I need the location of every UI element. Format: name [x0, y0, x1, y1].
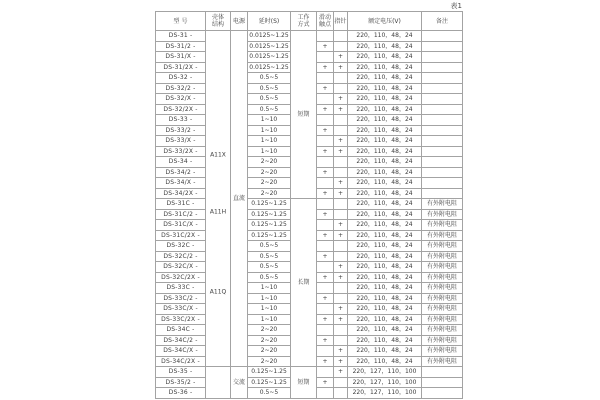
voltage-cell: 220，127，110，100	[348, 388, 422, 399]
remark-cell: 有外附电阻	[422, 220, 463, 231]
remark-cell: 有外附电阻	[422, 199, 463, 210]
voltage-cell: 220，110，48，24	[348, 136, 422, 147]
model-cell: DS-31C/2X -	[156, 230, 206, 241]
slide-contact-cell: +	[317, 377, 334, 388]
voltage-cell: 220，110，48，24	[348, 220, 422, 231]
voltage-cell: 220，110，48，24	[348, 83, 422, 94]
delay-cell: 2~20	[248, 178, 291, 189]
remark-cell	[422, 62, 463, 73]
power-cell: 交流	[231, 367, 248, 399]
slide-contact-cell	[317, 241, 334, 252]
slide-contact-cell	[317, 346, 334, 357]
voltage-cell: 220，110，48，24	[348, 178, 422, 189]
header-row	[156, 12, 463, 31]
col-header-delay: 延时(S)	[248, 12, 291, 31]
col-header-rated-voltage: 额定电压(V)	[348, 12, 422, 31]
model-cell: DS-34C/X -	[156, 346, 206, 357]
model-cell: DS-32C/2X -	[156, 272, 206, 283]
remark-cell	[422, 31, 463, 42]
pointer-cell: +	[334, 136, 348, 147]
remark-cell	[422, 52, 463, 63]
slide-contact-cell	[317, 367, 334, 378]
slide-contact-cell: +	[317, 104, 334, 115]
voltage-cell: 220，110，48，24	[348, 262, 422, 273]
pointer-cell: +	[334, 146, 348, 157]
slide-contact-cell	[317, 94, 334, 105]
delay-cell: 0.5~5	[248, 94, 291, 105]
model-cell: DS-32C/X -	[156, 262, 206, 273]
delay-cell: 0.5~5	[248, 83, 291, 94]
delay-cell: 0.5~5	[248, 272, 291, 283]
pointer-cell: +	[334, 314, 348, 325]
shell-type-label: A11H	[209, 208, 227, 216]
model-cell: DS-33/2X -	[156, 146, 206, 157]
remark-cell: 有外附电阻	[422, 356, 463, 367]
pointer-cell	[334, 325, 348, 336]
remark-cell: 有外附电阻	[422, 241, 463, 252]
model-cell: DS-33/2 -	[156, 125, 206, 136]
model-cell: DS-32 -	[156, 73, 206, 84]
voltage-cell: 220，110，48，24	[348, 31, 422, 42]
model-cell: DS-31/2X -	[156, 62, 206, 73]
remark-cell	[422, 167, 463, 178]
voltage-cell: 220，110，48，24	[348, 335, 422, 346]
remark-cell	[422, 146, 463, 157]
delay-cell: 0.125~1.25	[248, 377, 291, 388]
slide-contact-cell: +	[317, 251, 334, 262]
delay-cell: 1~10	[248, 314, 291, 325]
slide-contact-cell: +	[317, 83, 334, 94]
slide-contact-cell: +	[317, 188, 334, 199]
remark-cell: 有外附电阻	[422, 230, 463, 241]
pointer-cell: +	[334, 178, 348, 189]
model-cell: DS-33C/X -	[156, 304, 206, 315]
delay-cell: 0.5~5	[248, 104, 291, 115]
delay-cell: 2~20	[248, 167, 291, 178]
model-cell: DS-34/2 -	[156, 167, 206, 178]
model-cell: DS-31C/2 -	[156, 209, 206, 220]
slide-contact-cell	[317, 52, 334, 63]
pointer-cell: +	[334, 262, 348, 273]
voltage-cell: 220，110，48，24	[348, 241, 422, 252]
delay-cell: 0.0125~1.25	[249, 63, 289, 71]
shell-structure-cell	[206, 367, 231, 399]
pointer-cell	[334, 31, 348, 42]
model-cell: DS-34/2X -	[156, 188, 206, 199]
delay-cell: 1~10	[248, 146, 291, 157]
work-mode-cell: 短期	[291, 31, 317, 199]
slide-contact-cell: +	[317, 209, 334, 220]
delay-cell: 0.5~5	[248, 73, 291, 84]
delay-cell: 0.125~1.25	[248, 209, 291, 220]
delay-cell: 1~10	[248, 304, 291, 315]
voltage-cell: 220，110，48，24	[348, 325, 422, 336]
model-cell: DS-35/2 -	[156, 377, 206, 388]
pointer-cell: +	[334, 304, 348, 315]
col-header-model: 型 号	[156, 12, 206, 31]
remark-cell	[422, 377, 463, 388]
pointer-cell	[334, 73, 348, 84]
model-cell: DS-36 -	[156, 388, 206, 399]
voltage-cell: 220，110，48，24	[348, 125, 422, 136]
remark-cell: 有外附电阻	[422, 262, 463, 273]
model-cell: DS-34C/2X -	[156, 356, 206, 367]
remark-cell	[422, 73, 463, 84]
delay-cell: 0.5~5	[248, 251, 291, 262]
work-mode-cell: 长期	[291, 199, 317, 367]
delay-cell: 0.125~1.25	[248, 367, 291, 378]
voltage-cell: 220，110，48，24	[348, 199, 422, 210]
voltage-cell: 220，110，48，24	[348, 293, 422, 304]
model-cell: DS-31/2 -	[156, 41, 206, 52]
voltage-cell: 220，110，48，24	[348, 272, 422, 283]
remark-cell: 有外附电阻	[422, 209, 463, 220]
pointer-cell	[334, 199, 348, 210]
remark-cell	[422, 125, 463, 136]
col-header-shell-structure: 壳体 结构	[206, 12, 231, 31]
delay-cell: 0.0125~1.25	[249, 42, 289, 50]
slide-contact-cell: +	[317, 62, 334, 73]
col-header-work-mode: 工作 方式	[291, 12, 317, 31]
pointer-cell	[334, 125, 348, 136]
delay-cell: 0.125~1.25	[248, 199, 291, 210]
col-header-remark: 备注	[422, 12, 463, 31]
delay-cell: 2~20	[248, 346, 291, 357]
voltage-cell: 220，127，110，100	[348, 367, 422, 378]
pointer-cell	[334, 209, 348, 220]
pointer-cell: +	[334, 188, 348, 199]
remark-cell: 有外附电阻	[422, 304, 463, 315]
table-row	[156, 31, 463, 42]
remark-cell	[422, 367, 463, 378]
shell-structure-cell	[206, 31, 231, 367]
slide-contact-cell: +	[317, 356, 334, 367]
col-header-slide-contact: 滑动 触点	[317, 12, 334, 31]
model-cell: DS-33C/2X -	[156, 314, 206, 325]
delay-cell: 1~10	[248, 125, 291, 136]
table-row	[156, 199, 463, 210]
delay-cell: 0.5~5	[248, 241, 291, 252]
slide-contact-cell	[317, 262, 334, 273]
pointer-cell	[334, 335, 348, 346]
delay-cell: 1~10	[248, 136, 291, 147]
shell-type-label: A11Q	[209, 288, 227, 296]
slide-contact-cell: +	[317, 125, 334, 136]
slide-contact-cell	[317, 178, 334, 189]
pointer-cell	[334, 83, 348, 94]
remark-cell: 有外附电阻	[422, 283, 463, 294]
pointer-cell	[334, 167, 348, 178]
voltage-cell: 220，110，48，24	[348, 230, 422, 241]
slide-contact-cell: +	[317, 335, 334, 346]
slide-contact-cell: +	[317, 230, 334, 241]
table-header	[156, 12, 463, 31]
col-header-power: 电源	[231, 12, 248, 31]
delay-cell: 0.0125~1.25	[249, 32, 289, 40]
delay-cell: 2~20	[248, 188, 291, 199]
delay-cell: 1~10	[248, 293, 291, 304]
remark-cell: 有外附电阻	[422, 272, 463, 283]
pointer-cell: +	[334, 52, 348, 63]
delay-cell: 2~20	[248, 356, 291, 367]
pointer-cell	[334, 41, 348, 52]
pointer-cell	[334, 241, 348, 252]
slide-contact-cell	[317, 199, 334, 210]
voltage-cell: 220，110，48，24	[348, 188, 422, 199]
model-cell: DS-31C -	[156, 199, 206, 210]
slide-contact-cell	[317, 283, 334, 294]
voltage-cell: 220，110，48，24	[348, 346, 422, 357]
model-cell: DS-31 -	[156, 31, 206, 42]
delay-cell: 0.125~1.25	[248, 220, 291, 231]
remark-cell	[422, 83, 463, 94]
voltage-cell: 220，127，110，100	[348, 377, 422, 388]
delay-cell: 1~10	[248, 283, 291, 294]
voltage-cell: 220，110，48，24	[348, 41, 422, 52]
delay-cell: 0.5~5	[248, 262, 291, 273]
model-cell: DS-33 -	[156, 115, 206, 126]
delay-cell: 1~10	[248, 115, 291, 126]
work-mode-cell: 短期	[291, 367, 317, 399]
model-cell: DS-32/2 -	[156, 83, 206, 94]
table-number-label: 表1	[450, 2, 462, 10]
voltage-cell: 220，110，48，24	[348, 157, 422, 168]
pointer-cell: +	[334, 220, 348, 231]
voltage-cell: 220，110，48，24	[348, 62, 422, 73]
remark-cell	[422, 157, 463, 168]
voltage-cell: 220，110，48，24	[348, 146, 422, 157]
remark-cell: 有外附电阻	[422, 346, 463, 357]
pointer-cell: +	[334, 367, 348, 378]
slide-contact-cell	[317, 157, 334, 168]
pointer-cell	[334, 283, 348, 294]
model-cell: DS-33/X -	[156, 136, 206, 147]
pointer-cell: +	[334, 356, 348, 367]
remark-cell	[422, 388, 463, 399]
slide-contact-cell: +	[317, 146, 334, 157]
col-header-pointer: 指针	[334, 12, 348, 31]
pointer-cell: +	[334, 104, 348, 115]
slide-contact-cell	[317, 31, 334, 42]
remark-cell: 有外附电阻	[422, 251, 463, 262]
model-cell: DS-32/2X -	[156, 104, 206, 115]
remark-cell	[422, 94, 463, 105]
remark-cell	[422, 188, 463, 199]
voltage-cell: 220，110，48，24	[348, 73, 422, 84]
pointer-cell	[334, 115, 348, 126]
delay-cell: 2~20	[248, 157, 291, 168]
model-cell: DS-33C -	[156, 283, 206, 294]
pointer-cell	[334, 251, 348, 262]
slide-contact-cell	[317, 115, 334, 126]
pointer-cell: +	[334, 346, 348, 357]
voltage-cell: 220，110，48，24	[348, 209, 422, 220]
remark-cell	[422, 41, 463, 52]
remark-cell	[422, 115, 463, 126]
model-cell: DS-32C -	[156, 241, 206, 252]
voltage-cell: 220，110，48，24	[348, 52, 422, 63]
delay-cell: 2~20	[248, 325, 291, 336]
slide-contact-cell	[317, 304, 334, 315]
voltage-cell: 220，110，48，24	[348, 104, 422, 115]
model-cell: DS-34 -	[156, 157, 206, 168]
voltage-cell: 220，110，48，24	[348, 94, 422, 105]
model-cell: DS-32/X -	[156, 94, 206, 105]
remark-cell: 有外附电阻	[422, 293, 463, 304]
power-cell: 直流	[231, 31, 248, 367]
voltage-cell: 220，110，48，24	[348, 314, 422, 325]
slide-contact-cell: +	[317, 272, 334, 283]
model-cell: DS-35 -	[156, 367, 206, 378]
slide-contact-cell: +	[317, 314, 334, 325]
voltage-cell: 220，110，48，24	[348, 115, 422, 126]
model-cell: DS-32C/2 -	[156, 251, 206, 262]
pointer-cell	[334, 388, 348, 399]
model-cell: DS-33C/2 -	[156, 293, 206, 304]
voltage-cell: 220，110，48，24	[348, 167, 422, 178]
remark-cell: 有外附电阻	[422, 335, 463, 346]
model-cell: DS-31/X -	[156, 52, 206, 63]
delay-cell: 0.5~5	[248, 388, 291, 399]
slide-contact-cell	[317, 73, 334, 84]
model-cell: DS-34C -	[156, 325, 206, 336]
remark-cell	[422, 178, 463, 189]
delay-cell: 0.125~1.25	[248, 230, 291, 241]
slide-contact-cell	[317, 220, 334, 231]
pointer-cell	[334, 377, 348, 388]
slide-contact-cell	[317, 388, 334, 399]
slide-contact-cell	[317, 325, 334, 336]
voltage-cell: 220，110，48，24	[348, 304, 422, 315]
table-row	[156, 367, 463, 378]
model-cell: DS-34C/2 -	[156, 335, 206, 346]
pointer-cell	[334, 157, 348, 168]
remark-cell	[422, 104, 463, 115]
shell-type-label: A11X	[210, 151, 226, 159]
slide-contact-cell: +	[317, 41, 334, 52]
slide-contact-cell: +	[317, 167, 334, 178]
slide-contact-cell	[317, 136, 334, 147]
voltage-cell: 220，110，48，24	[348, 283, 422, 294]
model-cell: DS-31C/X -	[156, 220, 206, 231]
pointer-cell: +	[334, 94, 348, 105]
voltage-cell: 220，110，48，24	[348, 251, 422, 262]
slide-contact-cell: +	[317, 293, 334, 304]
model-cell: DS-34/X -	[156, 178, 206, 189]
remark-cell: 有外附电阻	[422, 325, 463, 336]
remark-cell	[422, 136, 463, 147]
pointer-cell	[334, 293, 348, 304]
delay-cell: 2~20	[248, 335, 291, 346]
voltage-cell: 220，110，48，24	[348, 356, 422, 367]
pointer-cell: +	[334, 230, 348, 241]
table-body	[156, 31, 463, 399]
pointer-cell: +	[334, 62, 348, 73]
pointer-cell: +	[334, 272, 348, 283]
delay-cell: 0.0125~1.25	[249, 53, 289, 61]
relay-spec-table	[155, 11, 463, 399]
remark-cell: 有外附电阻	[422, 314, 463, 325]
